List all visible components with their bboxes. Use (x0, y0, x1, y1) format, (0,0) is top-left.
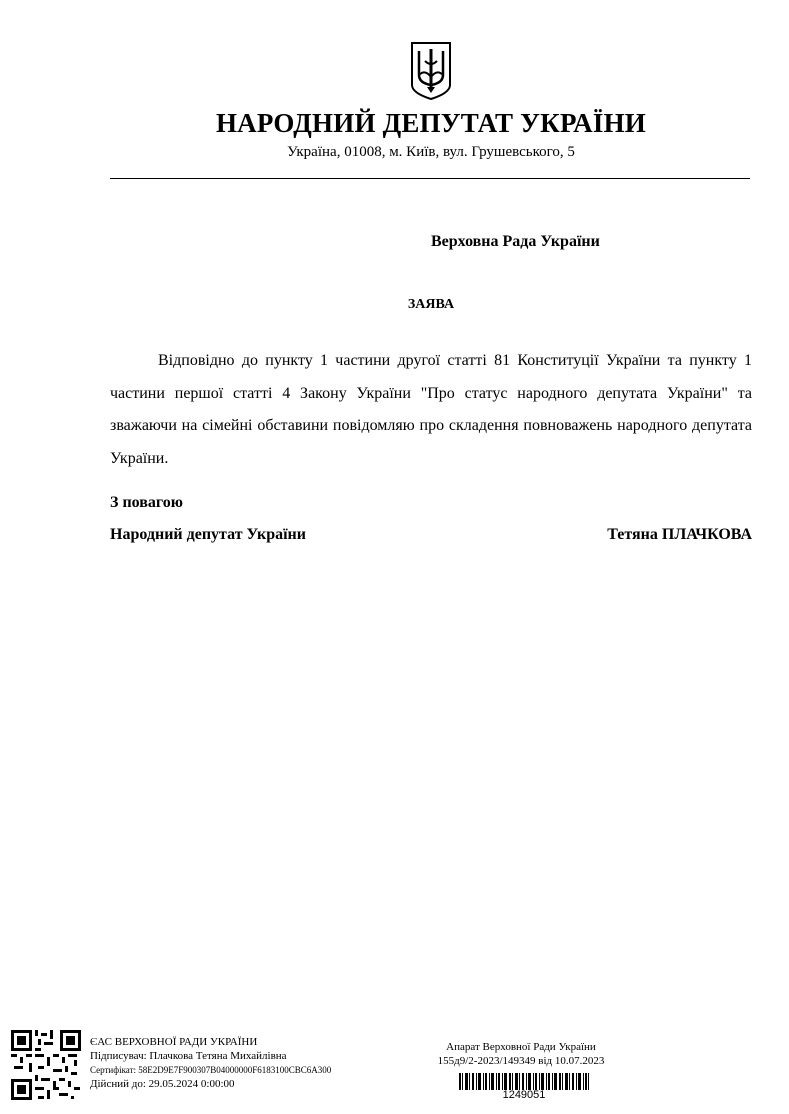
qr-code-icon (11, 1030, 81, 1100)
header-title: НАРОДНИЙ ДЕПУТАТ УКРАЇНИ (215, 108, 646, 138)
barcode-icon (459, 1073, 589, 1090)
document-title: ЗАЯВА (407, 297, 455, 312)
digital-signature-info (90, 1035, 331, 1091)
signer-title: Народний депутат України (110, 526, 306, 543)
header-divider (110, 178, 750, 179)
closing-regards: З повагою (110, 494, 183, 511)
registration-stamp (405, 1040, 637, 1068)
registration-number: 155д9/2-2023/149349 від 10.07.2023 (437, 1055, 605, 1067)
signature-valid-until: Дійсний до: 29.05.2024 0:00:00 (90, 1078, 235, 1090)
signature-certificate: Сертифікат: 58E2D9E7F900307B04000000F6183100CBC6A300 (90, 1065, 332, 1075)
trident-coat-of-arms-icon (410, 41, 452, 101)
header-address: Україна, 01008, м. Київ, вул. Грушевського, 5 (287, 144, 575, 160)
signer-name: Тетяна ПЛАЧКОВА (607, 526, 752, 543)
recipient: Верховна Рада України (431, 233, 600, 250)
statement-body: Відповідно до пункту 1 частини другої статті 81 Конституції України та пункту 1 частини першої статті 4 Закону України "Про статус народного депутата України" та зважаючи на сімейні обставини повідомляю про складення повноважень народного депутата України. (110, 352, 752, 467)
registration-office: Апарат Верховної Ради України (446, 1041, 596, 1053)
barcode-number: 1249051 (502, 1089, 546, 1101)
signature-system: ЄАС ВЕРХОВНОЇ РАДИ УКРАЇНИ (90, 1036, 258, 1048)
signature-signer: Підписувач: Плачкова Тетяна Михайлівна (90, 1050, 287, 1062)
